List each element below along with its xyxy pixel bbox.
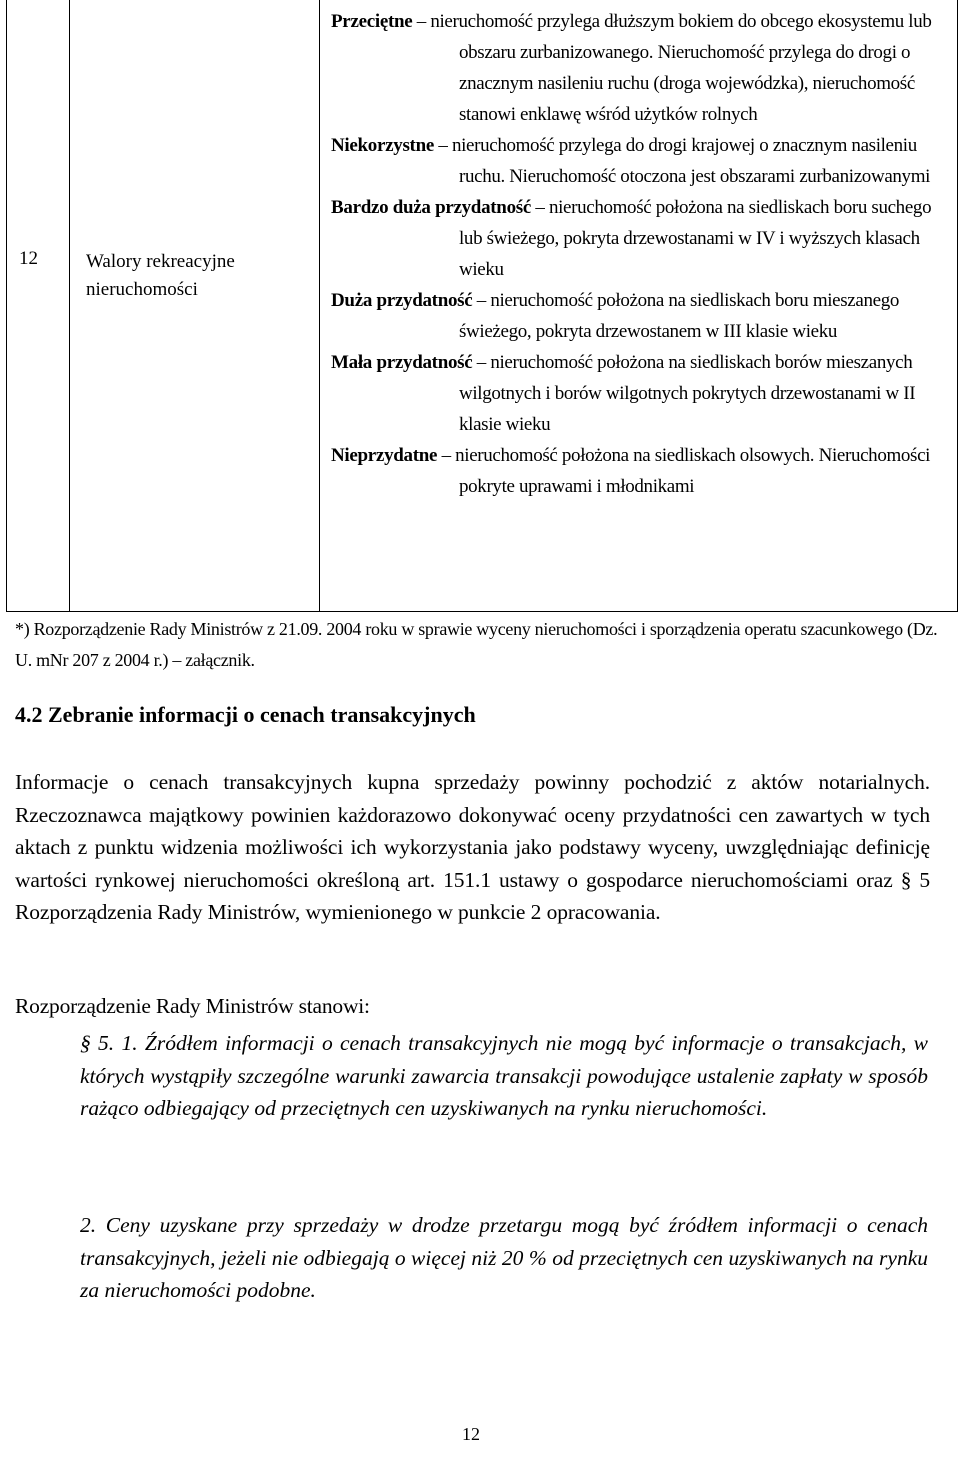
criteria-table (6, 0, 958, 612)
criterion-term: Bardzo duża przydatność (331, 197, 531, 218)
criterion-term: Duża przydatność (331, 290, 473, 311)
section-heading: 4.2 Zebranie informacji o cenach transakcyjnych (15, 702, 476, 727)
criterion-term: Przeciętne (331, 11, 413, 32)
page-number: 12 (462, 1424, 480, 1444)
footnote: *) Rozporządzenie Rady Ministrów z 21.09. 2004 roku w sprawie wyceny nieruchomości i sporządzenia operatu szacunkowego (Dz. U. mNr 207 z 2004 r.) – załącznik. (15, 619, 938, 670)
regulation-quote-1: § 5. 1. Źródłem informacji o cenach transakcyjnych nie mogą być informacje o transakcjach, w których wystąpiły szczególne warunki zawarcia transakcji powodujące ustalenie zapłaty w sposób rażąco odbiegający od przeciętnych cen uzyskiwanych na rynku nieruchomości. (80, 1031, 928, 1120)
criterion-text: – nieruchomość położona na siedliskach olsowych. Nieruchomości pokryte uprawami i młodnikami (437, 445, 931, 497)
regulation-intro: Rozporządzenie Rady Ministrów stanowi: (15, 994, 370, 1018)
criterion-term: Mała przydatność (331, 352, 473, 373)
criterion-text: – nieruchomość położona na siedliskach borów mieszanych wilgotnych i borów wilgotnych pokrytych drzewostanami w II klasie wieku (459, 352, 916, 435)
criteria-cell (331, 6, 955, 502)
criterion-entry (331, 6, 955, 130)
criterion-term: Niekorzystne (331, 135, 434, 156)
table-divider (69, 0, 70, 611)
table-divider (319, 0, 320, 611)
criterion-entry (331, 440, 955, 502)
criterion-entry (331, 192, 955, 285)
criterion-term: Nieprzydatne (331, 445, 438, 466)
criterion-text: – nieruchomość położona na siedliskach boru suchego lub świeżego, pokryta drzewostanami w IV i wyższych klasach wieku (459, 197, 932, 280)
row-number: 12 (19, 248, 38, 269)
regulation-quote-2: 2. Ceny uzyskane przy sprzedaży w drodze przetargu mogą być źródłem informacji o cenach transakcyjnych, jeżeli nie odbiegają o więcej niż 20 % od przeciętnych cen uzyskiwanych na rynku za nieruchomości podobne. (80, 1213, 928, 1302)
criterion-text: – nieruchomość położona na siedliskach boru mieszanego świeżego, pokryta drzewostanem w III klasie wieku (459, 290, 899, 342)
row-name: Walory rekreacyjne nieruchomości (86, 251, 235, 300)
criterion-entry (331, 130, 955, 192)
criterion-entry (331, 285, 955, 347)
criterion-text: – nieruchomość przylega dłuższym bokiem do obcego ekosystemu lub obszaru zurbanizowanego. Nieruchomość przylega do drogi o znacznym nasileniu ruchu (droga wojewódzka), nieruchomość stanowi enklawę wśród użytków rolnych (412, 11, 932, 125)
body-paragraph: Informacje o cenach transakcyjnych kupna sprzedaży powinny pochodzić z aktów notarialnych. Rzeczoznawca majątkowy powinien każdorazowo dokonywać oceny przydatności cen zawartych w tych aktach z punktu widzenia możliwości ich wykorzystania jako podstawy wyceny, uwzględniając definicję wartości rynkowej nieruchomości określoną art. 151.1 ustawy o gospodarce nieruchomościami oraz § 5 Rozporządzenia Rady Ministrów, wymienionego w punkcie 2 opracowania. (15, 770, 930, 924)
criterion-entry (331, 347, 955, 440)
criterion-text: – nieruchomość przylega do drogi krajowej o znacznym nasileniu ruchu. Nieruchomość otoczona jest obszarami zurbanizowanymi (434, 135, 931, 187)
